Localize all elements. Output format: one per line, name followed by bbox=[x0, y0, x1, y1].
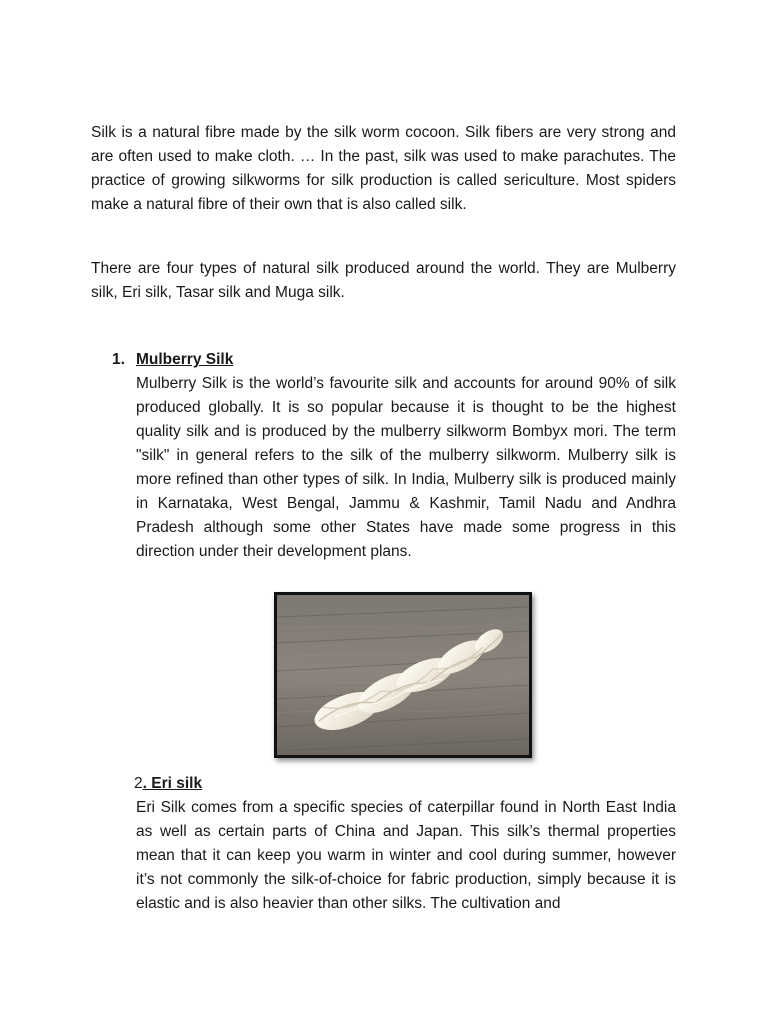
section-mulberry-silk bbox=[112, 348, 676, 564]
section-eri-silk bbox=[136, 772, 676, 916]
section-number: 2 bbox=[134, 775, 143, 792]
silk-skein-image bbox=[274, 592, 532, 758]
section-heading: . Eri silk bbox=[142, 775, 203, 792]
silk-skein-photo-icon bbox=[277, 595, 529, 755]
section-heading: Mulberry Silk bbox=[136, 351, 234, 368]
intro-paragraph-2: There are four types of natural silk produced around the world. They are Mulberry silk, Eri silk, Tasar silk and Muga silk. bbox=[91, 260, 676, 301]
section-body: Eri Silk comes from a specific species of caterpillar found in North East India as well as certain parts of China and Japan. This silk’s thermal properties mean that it can keep you warm in winter and cool during summer, however it’s not commonly the silk-of-choice for fabric production, simply because it is elastic and is also heavier than other silks. The cultivation and bbox=[136, 799, 676, 912]
section-body: Mulberry Silk is the world’s favourite silk and accounts for around 90% of silk produced globally. It is so popular because it is thought to be the highest quality silk and is produced by the mulberry silkworm Bombyx mori. The term "silk" in general refers to the silk of the mulberry silkworm. Mulberry silk is more refined than other types of silk. In India, Mulberry silk is produced mainly in Karnataka, West Bengal, Jammu & Kashmir, Tamil Nadu and Andhra Pradesh although some other States have made some progress in this direction under their development plans. bbox=[136, 375, 676, 560]
section-number: 1. bbox=[112, 351, 125, 368]
section-heading-wrap bbox=[134, 772, 676, 796]
intro-paragraph-1: Silk is a natural fibre made by the silk worm cocoon. Silk fibers are very strong and are often used to make cloth. … In the past, silk was used to make parachutes. The practice of growing silkworms for silk production is called sericulture. Most spiders make a natural fibre of their own that is also called silk. bbox=[91, 124, 676, 213]
